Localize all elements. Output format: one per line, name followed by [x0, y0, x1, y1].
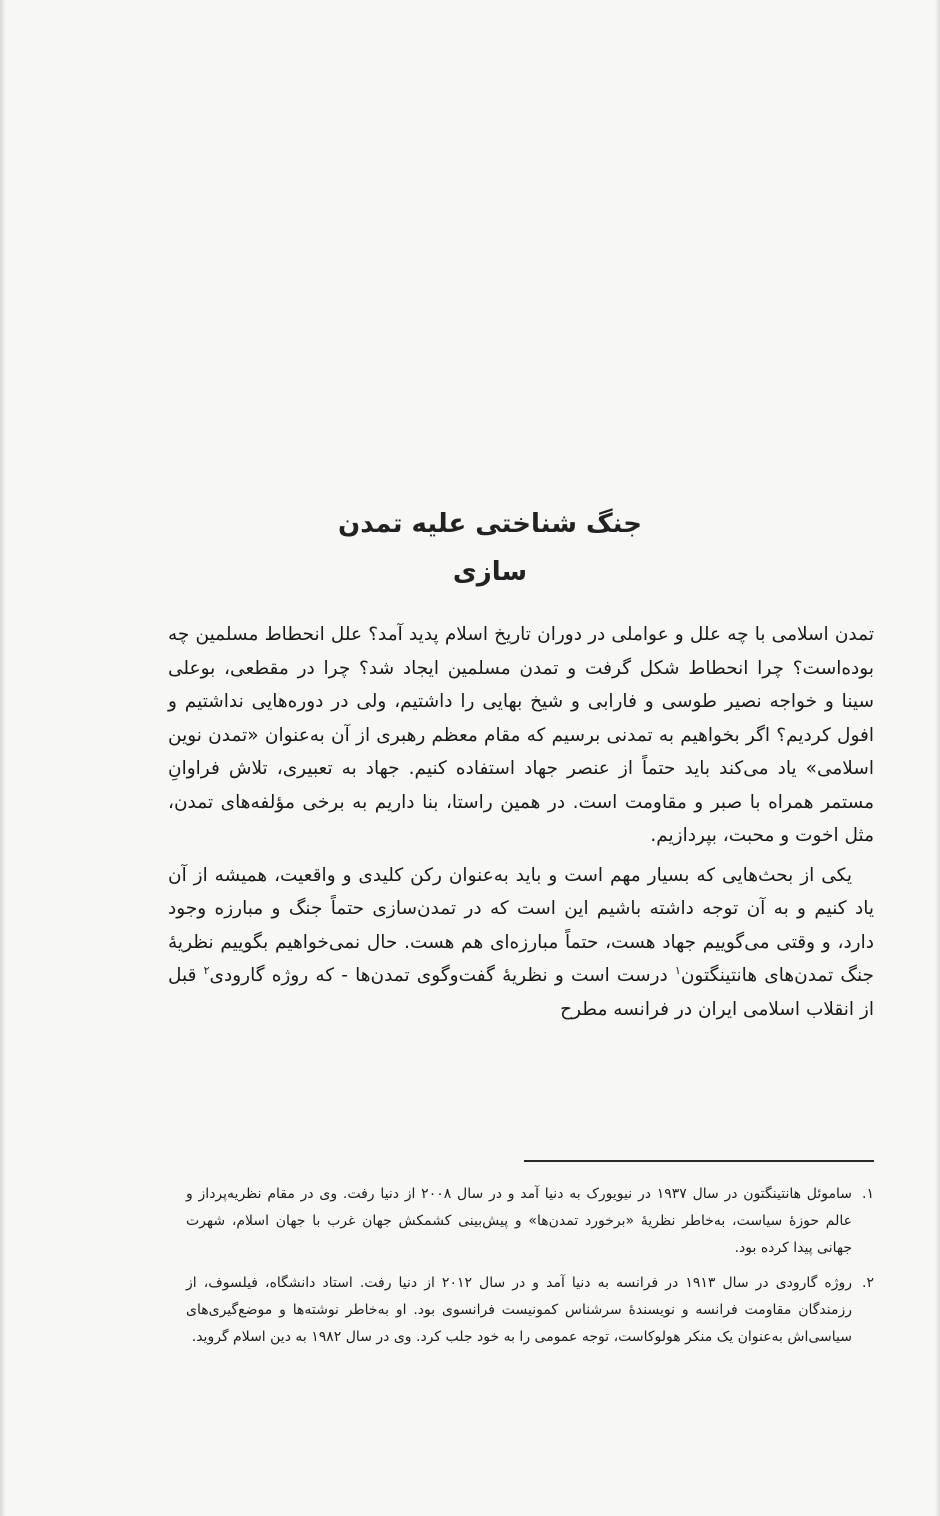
- footnote-1: [186, 1181, 874, 1262]
- footnote-number: ۲.: [862, 1275, 874, 1291]
- page-edge-shadow-right: [935, 0, 940, 1516]
- paragraph-2-part-c: قبل از انقلاب اسلامی ایران در فرانسه مطرح: [168, 965, 874, 1020]
- footnote-ref-1[interactable]: ۱: [674, 963, 681, 977]
- footnote-divider: [524, 1160, 874, 1162]
- footnote-number: ۱.: [862, 1186, 874, 1202]
- footnote-text: روژه گارودی در سال ۱۹۱۳ در فرانسه به دنیا آمد و در سال ۲۰۱۲ از دنیا رفت. استاد دانشگاه، فیلسوف، از رزمندگان مقاومت فرانسه و نویسندهٔ سرشناس کمونیست فرانسوی بود. او به‌خاطر نوشته‌ها و موضع‌گیری‌های سیاسی‌اش به‌عنوان یک منکر هولوکاست، توجه عمومی را به خود جلب کرد. وی در سال ۱۹۸۲ به دین اسلام گروید.: [186, 1275, 853, 1345]
- paragraph-2-part-a: یکی از بحث‌هایی که بسیار مهم است و باید به‌عنوان رکن کلیدی و واقعیت، همیشه از آن یاد کنیم و به آن توجه داشته باشیم این است که در تمدن‌سازی حتماً جنگ و مبارزه وجود دارد، و وقتی می‌گوییم جهاد هست، حتماً مبارزه‌ای هم هست. حال نمی‌خواهیم بگوییم نظریهٔ جنگ تمدن‌های هانتینگتون: [168, 864, 874, 986]
- footnote-text: ساموئل هانتینگتون در سال ۱۹۳۷ در نیویورک به دنیا آمد و در سال ۲۰۰۸ از دنیا رفت. وی در مقام نظریه‌پرداز و عالم حوزهٔ سیاست، به‌خاطر نظریهٔ «برخورد تمدن‌ها» و پیش‌بینی کشمکش جهان غرب با جهان اسلام، شهرت جهانی پیدا کرده بود.: [186, 1186, 852, 1256]
- chapter-title: جنگ شناختی علیه تمدن سازی: [338, 509, 642, 587]
- body-text: [168, 618, 874, 1026]
- footnotes: [186, 1181, 874, 1351]
- footnote-2: [186, 1270, 874, 1351]
- paragraph-2-part-b: درست است و نظریهٔ گفت‌وگوی تمدن‌ها - که روژه گارودی: [209, 965, 675, 986]
- paragraph-1: تمدن اسلامی با چه علل و عواملی در دوران تاریخ اسلام پدید آمد؟ علل انحطاط مسلمین چه بوده‌است؟ چرا انحطاط شکل گرفت و تمدن مسلمین ایجاد شد؟ چرا در مقطعی، بوعلی سینا و خواجه نصیر طوسی و فارابی و شیخ بهایی را داشتیم، ولی در دوره‌هایی نداشتیم و افول کردیم؟ اگر بخواهیم به تمدنی برسیم که مقام معظم رهبری از آن به‌عنوان «تمدن نوین اسلامی» یاد می‌کند باید حتماً از عنصر جهاد استفاده کنیم. جهاد به تعبیری، تلاش فراوانِ مستمر همراه با صبر و مقاومت است. در همین راستا، بنا داریم به برخی مؤلفه‌های تمدن، مثل اخوت و محبت، بپردازیم.: [168, 624, 874, 846]
- paragraph-2: [168, 859, 874, 1027]
- page-edge-shadow-left: [0, 0, 6, 1516]
- footnote-ref-2[interactable]: ۲: [203, 963, 210, 977]
